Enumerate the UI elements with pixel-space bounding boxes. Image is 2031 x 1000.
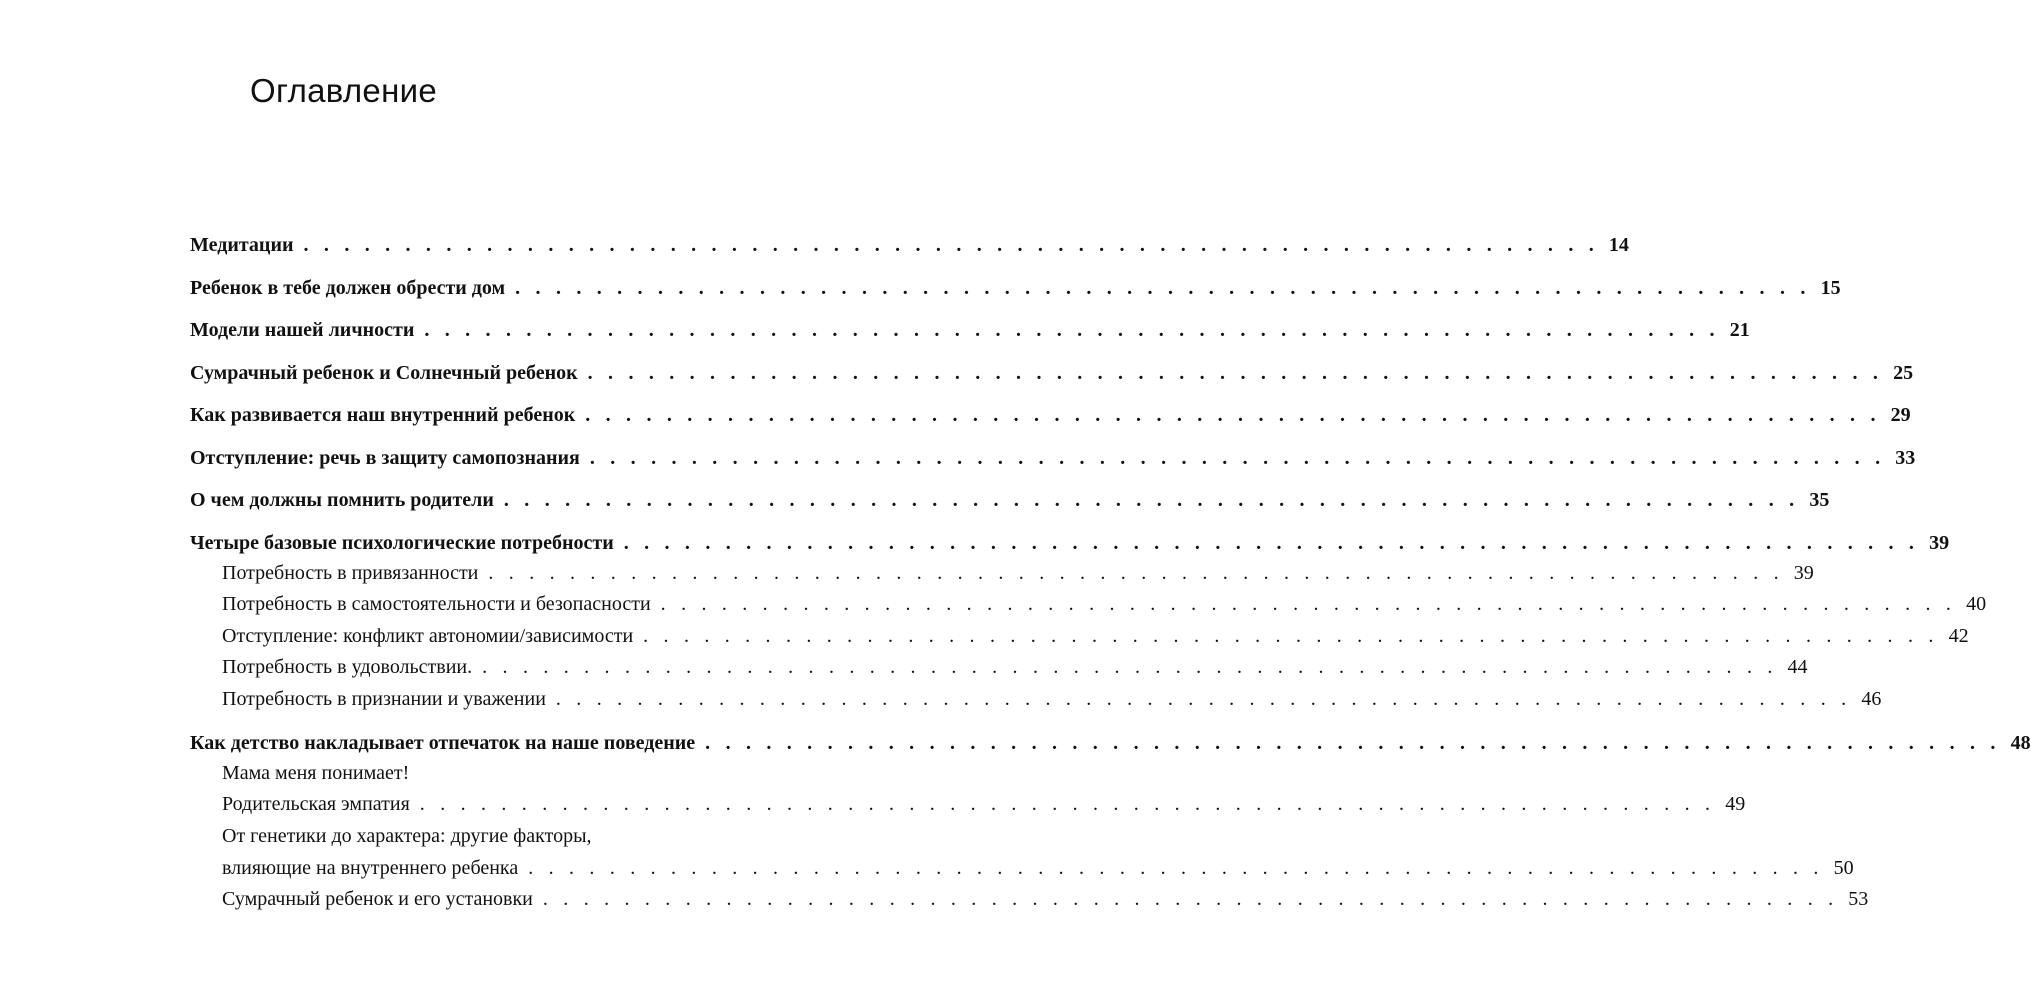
toc-subentry-page: 50 xyxy=(1833,856,1854,879)
leader-dots: . . . . . . . . . . . . . . . . . . . . . . . . . . . . . . . . . . . . . . . . . . . . . . . . . . . . . . . . . . . . . . . . xyxy=(515,276,1811,299)
toc-entry[interactable] xyxy=(190,441,1916,484)
toc-entry-label: Ребенок в тебе должен обрести дом xyxy=(190,276,506,299)
toc-entry-label: О чем должны помнить родители xyxy=(190,489,494,511)
toc-subentry-page: 39 xyxy=(1793,561,1814,584)
leader-dots: . . . . . . . . . . . . . . . . . . . . . . . . . . . . . . . . . . . . . . . . . . . . . . . . . . . . . . . . . . . . . . . . xyxy=(424,319,1720,341)
leader-dots: . . . . . . . . . . . . . . . . . . . . . . . . . . . . . . . . . . . . . . . . . . . . . . . . . . . . . . . . . . . . . . . . xyxy=(660,593,1957,616)
leader-dots: . . . . . . . . . . . . . . . . . . . . . . . . . . . . . . . . . . . . . . . . . . . . . . . . . . . . . . . . . . . . . . . . xyxy=(419,793,1716,816)
leader-dots: . . . . . . . . . . . . . . . . . . . . . . . . . . . . . . . . . . . . . . . . . . . . . . . . . . . . . . . . . . . . . . . . xyxy=(482,656,1778,679)
toc-entry-label: Медитации xyxy=(190,234,294,256)
leader-dots: . . . . . . . . . . . . . . . . . . . . . . . . . . . . . . . . . . . . . . . . . . . . . . . . . . . . . . . . . . . . . . . . xyxy=(303,234,1599,256)
toc-entry-label: Отступление: речь в защиту самопознания xyxy=(190,446,580,469)
toc-entry[interactable] xyxy=(190,313,1750,356)
leader-dots: . . . . . . . . . . . . . . . . . . . . . . . . . . . . . . . . . . . . . . . . . . . . . . . . . . . . . . . . . . . . . . . . xyxy=(528,856,1824,879)
toc-entry-label: Сумрачный ребенок и Солнечный ребенок xyxy=(190,361,578,384)
leader-dots: . . . . . . . . . . . . . . . . . . . . . . . . . . . . . . . . . . . . . . . . . . . . . . . . . . . . . . . . . . . . . . . . xyxy=(589,446,1886,469)
toc-subentry[interactable] xyxy=(190,821,812,853)
toc-subentry-page: 44 xyxy=(1787,656,1808,679)
toc-subentry-page: 40 xyxy=(1966,593,1987,616)
toc-entry-page: 33 xyxy=(1895,446,1916,469)
toc-entry-page: 25 xyxy=(1893,361,1914,384)
toc-entry-page: 21 xyxy=(1729,319,1750,341)
page-title: Оглавление xyxy=(250,72,437,109)
toc-entry-page: 48 xyxy=(2010,731,2031,754)
leader-dots: . . . . . . . . . . . . . . . . . . . . . . . . . . . . . . . . . . . . . . . . . . . . . . . . . . . . . . . . . . . . . . . . xyxy=(585,404,1881,426)
toc-subentry-page: 53 xyxy=(1848,888,1869,911)
table-of-contents xyxy=(190,228,2031,916)
toc-subentry-label: Потребность в признании и уважении xyxy=(222,687,546,710)
leader-dots: . . . . . . . . . . . . . . . . . . . . . . . . . . . . . . . . . . . . . . . . . . . . . . . . . . . . . . . . . . . . . . . . xyxy=(705,731,2001,754)
toc-entry[interactable] xyxy=(190,726,2031,758)
toc-subentry[interactable] xyxy=(190,558,1814,590)
toc-entry-label: Четыре базовые психологические потребности xyxy=(190,531,614,554)
toc-entry[interactable] xyxy=(190,228,1629,271)
toc-subentry-page: 46 xyxy=(1861,687,1882,710)
toc-subentry-label: Потребность в привязанности xyxy=(222,561,479,584)
toc-entry-page: 14 xyxy=(1608,234,1629,256)
toc-entry-page: 39 xyxy=(1929,531,1950,554)
leader-dots: . . . . . . . . . . . . . . . . . . . . . . . . . . . . . . . . . . . . . . . . . . . . . . . . . . . . . . . . . . . . . . . . xyxy=(503,489,1800,511)
toc-subentry-page: 49 xyxy=(1725,793,1746,816)
toc-entry[interactable] xyxy=(190,398,1911,441)
toc-subentry[interactable] xyxy=(190,652,1808,684)
toc-entry-page: 29 xyxy=(1890,404,1911,426)
toc-subentry-label: Потребность в самостоятельности и безопасности xyxy=(222,593,651,616)
toc-entry-label: Модели нашей личности xyxy=(190,319,415,341)
leader-dots: . . . . . . . . . . . . . . . . . . . . . . . . . . . . . . . . . . . . . . . . . . . . . . . . . . . . . . . . . . . . . . . . xyxy=(587,361,1884,384)
toc-subentry[interactable] xyxy=(190,684,1882,726)
leader-dots: . . . . . . . . . . . . . . . . . . . . . . . . . . . . . . . . . . . . . . . . . . . . . . . . . . . . . . . . . . . . . . . . xyxy=(643,624,1939,647)
toc-entry[interactable] xyxy=(190,526,1950,558)
toc-entry-page: 35 xyxy=(1809,489,1830,511)
toc-subentry-page: 42 xyxy=(1948,624,1969,647)
toc-subentry-label: влияющие на внутреннего ребенка xyxy=(222,856,519,879)
leader-dots: . . . . . . . . . . . . . . . . . . . . . . . . . . . . . . . . . . . . . . . . . . . . . . . . . . . . . . . . . . . . . . . . xyxy=(555,687,1852,710)
toc-subentry[interactable] xyxy=(190,789,1746,821)
leader-dots: . . . . . . . . . . . . . . . . . . . . . . . . . . . . . . . . . . . . . . . . . . . . . . . . . . . . . . . . . . . . . . . . xyxy=(623,531,1920,554)
toc-subentry[interactable] xyxy=(190,621,1969,653)
toc-subentry-label: Мама меня понимает! xyxy=(222,761,410,784)
toc-subentry-label: Сумрачный ребенок и его установки xyxy=(222,888,533,911)
toc-entry[interactable] xyxy=(190,483,1830,526)
toc-entry-page: 15 xyxy=(1820,276,1841,299)
leader-dots: . . . . . . . . . . . . . . . . . . . . . . . . . . . . . . . . . . . . . . . . . . . . . . . . . . . . . . . . . . . . . . . . xyxy=(488,561,1784,584)
toc-subentry-label: Потребность в удовольствии. xyxy=(222,656,473,679)
toc-subentry[interactable] xyxy=(190,589,1987,621)
toc-subentry-label: Родительская эмпатия xyxy=(222,793,410,816)
leader-dots: . . . . . . . . . . . . . . . . . . . . . . . . . . . . . . . . . . . . . . . . . . . . . . . . . . . . . . . . . . . . . . . . xyxy=(542,888,1839,911)
toc-entry[interactable] xyxy=(190,356,1914,399)
toc-subentry[interactable] xyxy=(190,884,1869,916)
toc-entry-label: Как развивается наш внутренний ребенок xyxy=(190,404,576,426)
toc-entry-label: Как детство накладывает отпечаток на наше поведение xyxy=(190,731,696,754)
toc-subentry-label: От генетики до характера: другие факторы, xyxy=(222,825,592,848)
toc-entry[interactable] xyxy=(190,271,1841,314)
toc-subentry-label: Отступление: конфликт автономии/зависимости xyxy=(222,624,634,647)
toc-subentry[interactable] xyxy=(190,758,812,790)
toc-subentry[interactable] xyxy=(190,853,1854,885)
